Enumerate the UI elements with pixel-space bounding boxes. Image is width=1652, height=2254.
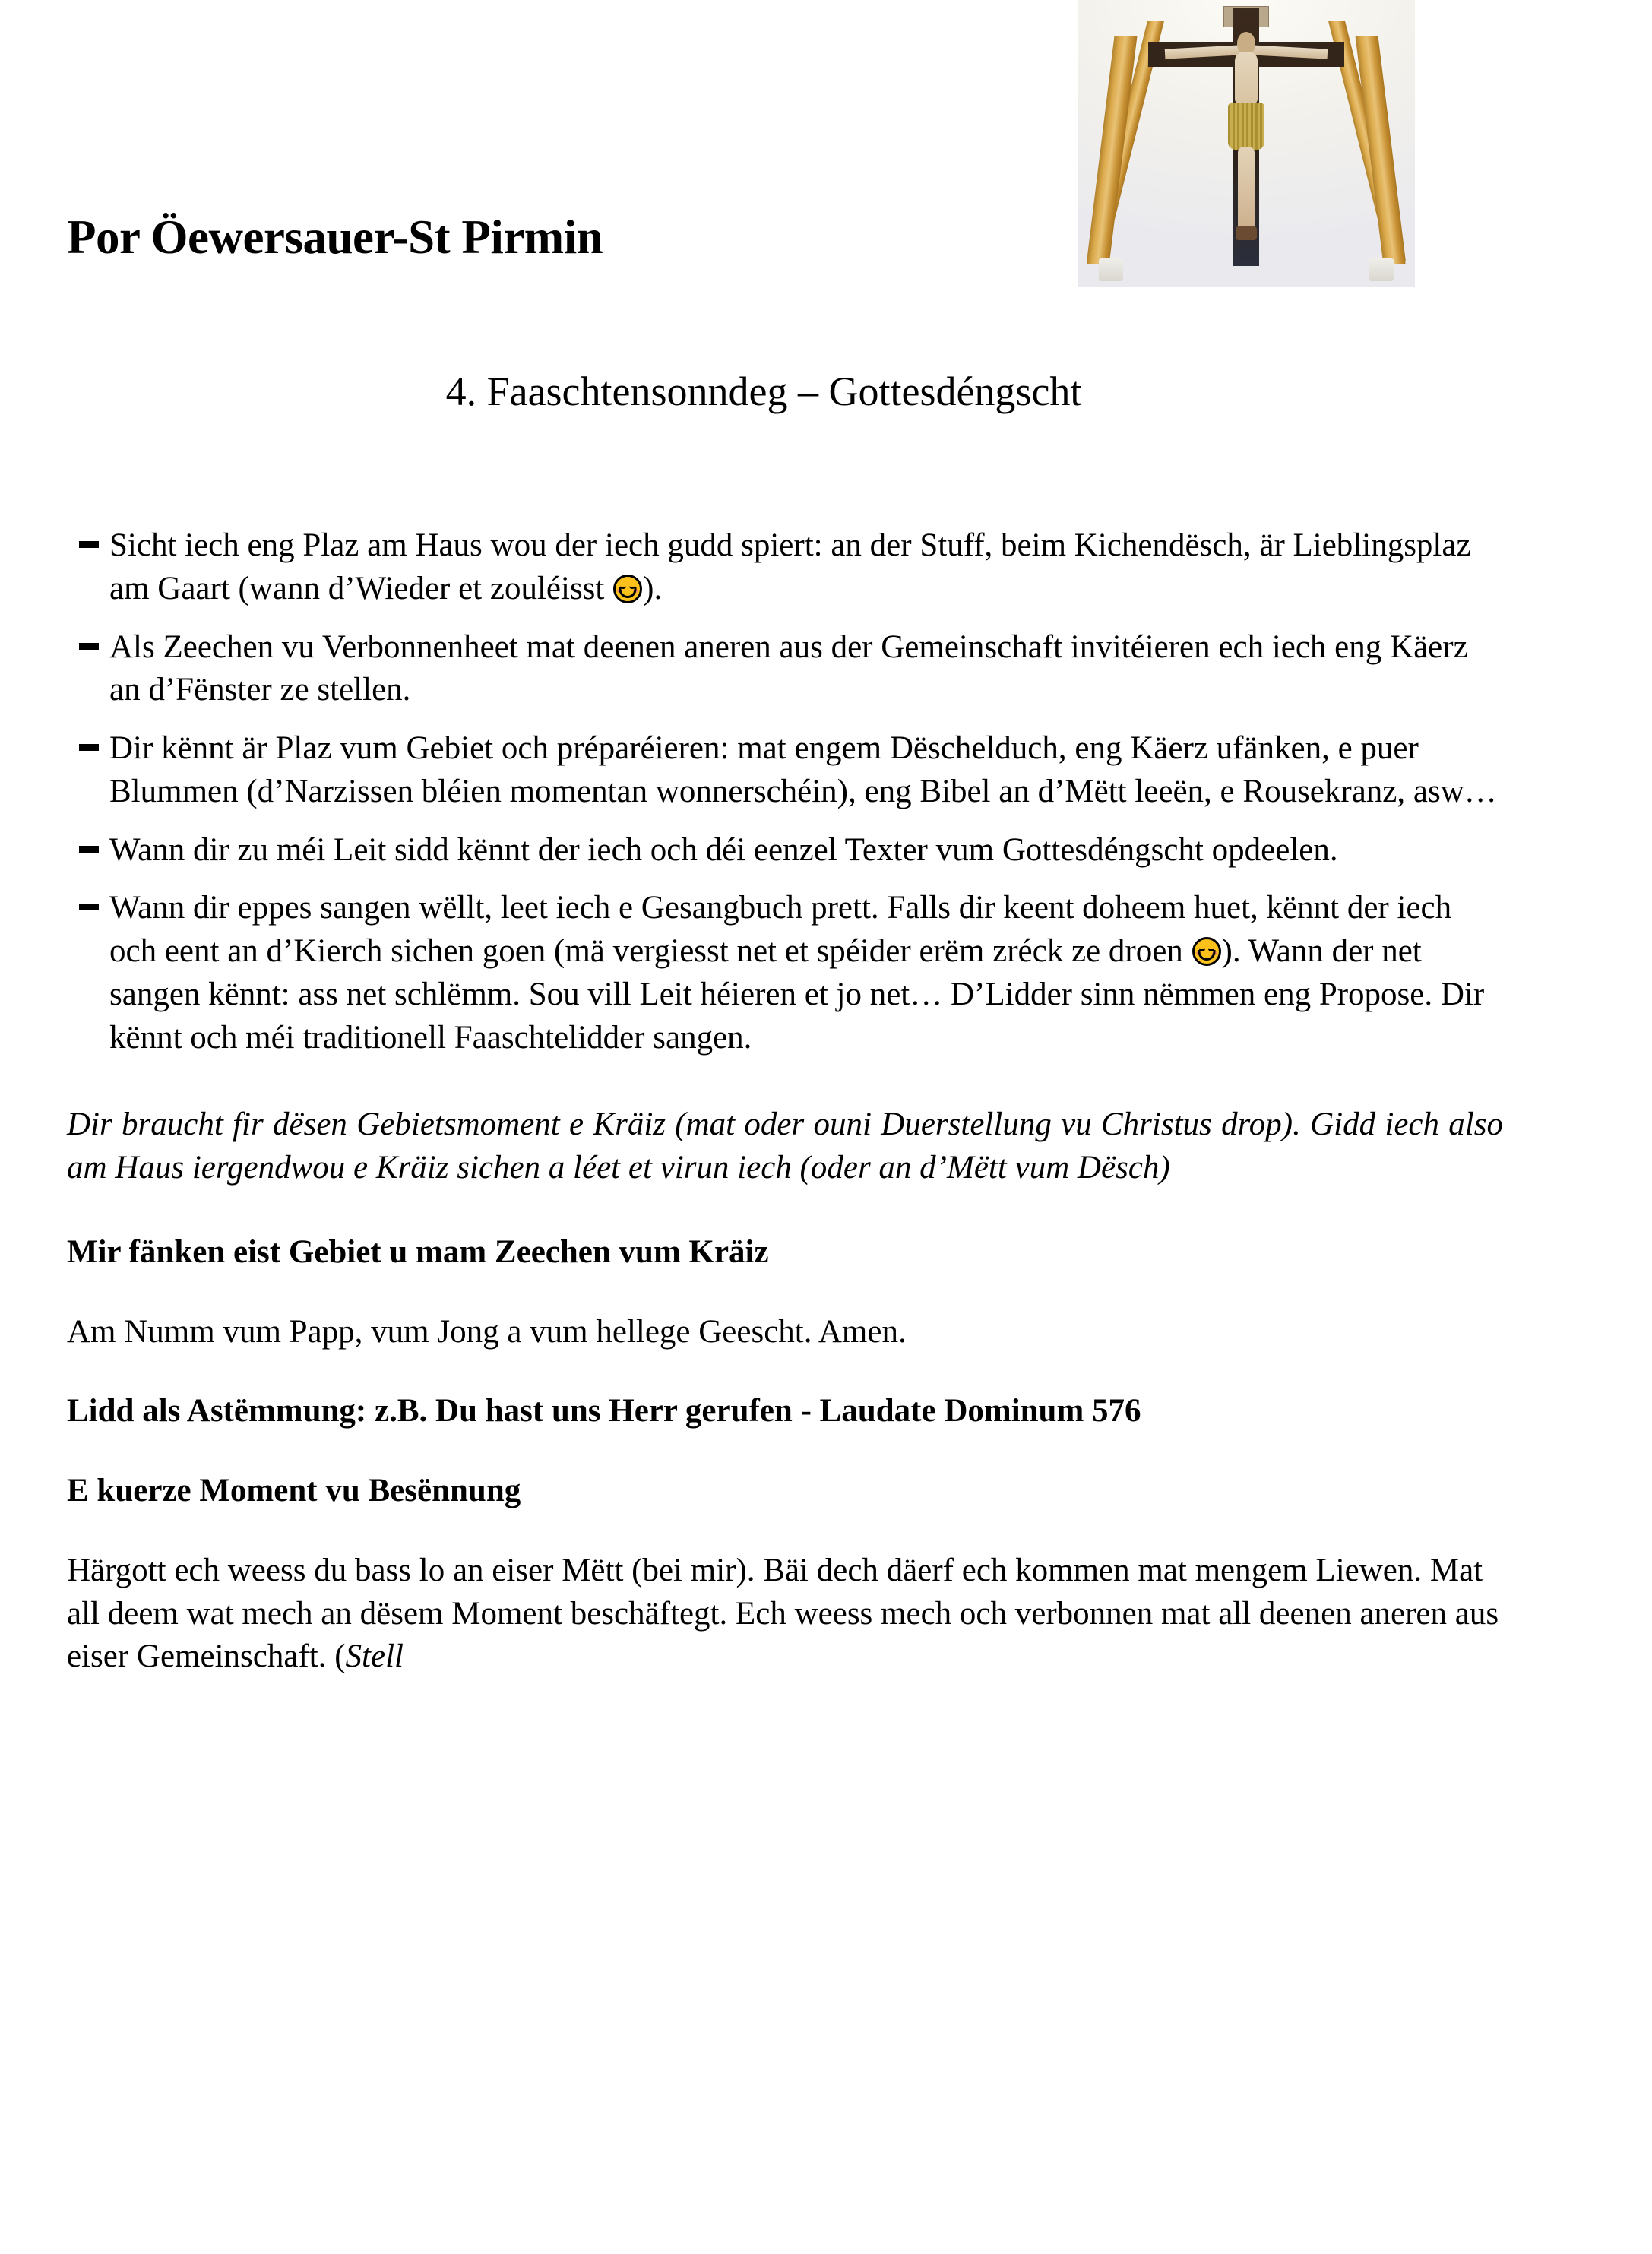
instruction-list <box>67 524 1503 1059</box>
dash-bullet-icon <box>79 744 99 751</box>
trinity-invocation: Am Numm vum Papp, vum Jong a vum hellege Geescht. Amen. <box>67 1313 907 1350</box>
document-body <box>67 524 1503 1679</box>
dash-bullet-icon <box>79 904 99 910</box>
list-item-text-tail: ). <box>643 570 663 606</box>
list-item-text: Dir kënnt är Plaz vum Gebiet och préparéieren: mat engem Dëschelduch, eng Käerz ufänken, e puer Blummen (d’Narzissen bléien momentan wonnerschéin), eng Bibel an d’Mëtt leeën, e Rousekranz, asw… <box>109 730 1497 809</box>
heading-opening-hymn: Lidd als Astëmmung: z.B. Du hast uns Herr gerufen - Laudate Dominum 576 <box>67 1393 1141 1429</box>
page-subtitle: 4. Faaschtensonndeg – Gottesdéngscht <box>445 369 1082 414</box>
list-item <box>67 626 1503 713</box>
prayer-text: Härgott ech weess du bass lo an eiser Mëtt (bei mir). Bäi dech däerf ech kommen mat mengem Liewen. Mat all deem wat mech an dësem Moment beschäftegt. Ech weess mech och verbonnen mat all deenen aneren aus eiser Gemeinschaft. ( <box>67 1552 1499 1675</box>
prayer-text-italic-tail: Stell <box>345 1638 404 1675</box>
corpus-feet <box>1236 226 1257 240</box>
dash-bullet-icon <box>79 846 99 853</box>
crucifix-photo <box>1078 0 1415 287</box>
page-title: Por Öewersauer-St Pirmin <box>67 211 603 264</box>
smiling-face-emoji <box>1192 937 1221 966</box>
list-item-text: Sicht iech eng Plaz am Haus wou der iech gudd spiert: an der Stuff, beim Kichendësch, är Lieblingsplaz am Gaart (wann d’Wieder et zouléisst <box>109 527 1471 606</box>
smiling-face-emoji <box>613 575 642 603</box>
list-item-text: Wann dir zu méi Leit sidd kënnt der iech och déi eenzel Texter vum Gottesdéngscht opdeelen. <box>109 831 1338 868</box>
list-item <box>67 524 1503 611</box>
corpus-legs <box>1238 147 1255 230</box>
list-item <box>67 727 1503 814</box>
rib-capital-left <box>1099 258 1123 281</box>
dash-bullet-icon <box>79 541 99 548</box>
corpus-loincloth <box>1228 103 1264 150</box>
list-item <box>67 829 1503 872</box>
rib-capital-right <box>1369 258 1394 281</box>
list-item-text: Wann dir eppes sangen wëllt, leet iech e Gesangbuch prett. Falls dir keent doheem huet, kënnt der iech och eent an d’Kierch sichen goen (mä vergiesst net et spéider erëm zréck ze droen <box>109 890 1452 969</box>
list-item-text: Als Zeechen vu Verbonnenheet mat deenen aneren aus der Gemeinschaft invitéieren ech iech eng Käerz an d’Fënster ze stellen. <box>109 628 1468 708</box>
heading-reflection-moment: E kuerze Moment vu Besënnung <box>67 1473 521 1508</box>
corpus-torso <box>1235 52 1258 105</box>
heading-sign-of-cross: Mir fänken eist Gebiet u mam Zeechen vum Kräiz <box>67 1233 769 1270</box>
intro-italic-paragraph: Dir braucht fir dësen Gebietsmoment e Kräiz (mat oder ouni Duerstellung vu Christus drop). Gidd iech also am Haus iergendwou e Kräiz sichen a léet et virun iech (oder an d’Mëtt vum Dësch) <box>67 1106 1503 1186</box>
dash-bullet-icon <box>79 643 99 650</box>
list-item-text-tail: ). Wann der net sangen kënnt: ass net schlëmm. Sou vill Leit héieren et jo net… D’Lidder sinn nëmmen eng Propose. Dir kënnt och méi traditionell Faaschtelidder sangen. <box>109 933 1485 1056</box>
list-item <box>67 887 1503 1059</box>
prayer-paragraph <box>67 1550 1503 1679</box>
